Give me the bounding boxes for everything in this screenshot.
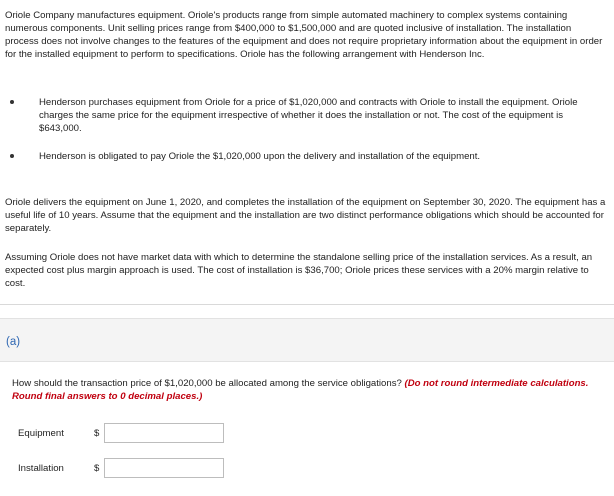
section-divider [0, 304, 614, 305]
question-text [12, 377, 606, 403]
installation-amount-input[interactable] [104, 458, 224, 478]
bullet-text: Henderson is obligated to pay Oriole the $1,020,000 upon the delivery and installation of the equipment. [39, 151, 481, 162]
rounding-instruction: (Do not round intermediate calculations. Round final answers to 0 decimal places.) [12, 378, 589, 402]
installation-label: Installation [18, 462, 64, 474]
equipment-label: Equipment [18, 427, 64, 439]
bullet-text: Henderson purchases equipment from Oriole for a price of $1,020,000 and contracts with Oriole to install the equipment. Oriole charges the same price for the equipment irrespective of whether it does the installation or not. The cost of the equipment is $643,000. [39, 97, 578, 134]
bullet-icon [10, 100, 14, 104]
currency-symbol: $ [94, 427, 100, 439]
list-item [5, 96, 605, 135]
equipment-amount-input[interactable] [104, 423, 224, 443]
equipment-answer-row [18, 423, 224, 443]
delivery-paragraph: Oriole delivers the equipment on June 1, 2020, and completes the installation of the equipment on September 30, 2020. The equipment has a useful life of 10 years. Assume that the equipment and the installation are two distinct performance obligations which should be accounted for separately. [5, 197, 606, 234]
bullet-icon [10, 154, 14, 158]
problem-intro: Oriole Company manufactures equipment. Oriole's products range from simple automated machinery to complex systems containing numerous components. Unit selling prices range from $400,000 to $1,500,000 and are quoted inclusive of installation. The installation process does not involve changes to the features of the equipment and does not require proprietary information about the equipment in order for the installed equipment to perform to specifications. Oriole has the following arrangement with Henderson Inc. [5, 10, 603, 60]
list-item [5, 150, 605, 163]
currency-symbol: $ [94, 462, 100, 474]
part-label: (a) [6, 336, 21, 348]
question-prompt: How should the transaction price of $1,020,000 be allocated among the service obligations? [12, 378, 405, 389]
arrangement-list [5, 96, 605, 178]
installation-answer-row [18, 458, 224, 478]
part-header [0, 318, 614, 362]
installation-cost-paragraph: Assuming Oriole does not have market data with which to determine the standalone selling price of the installation services. As a result, an expected cost plus margin approach is used. The cost of installation is $36,700; Oriole prices these services with a 20% margin relative to cost. [5, 252, 593, 289]
